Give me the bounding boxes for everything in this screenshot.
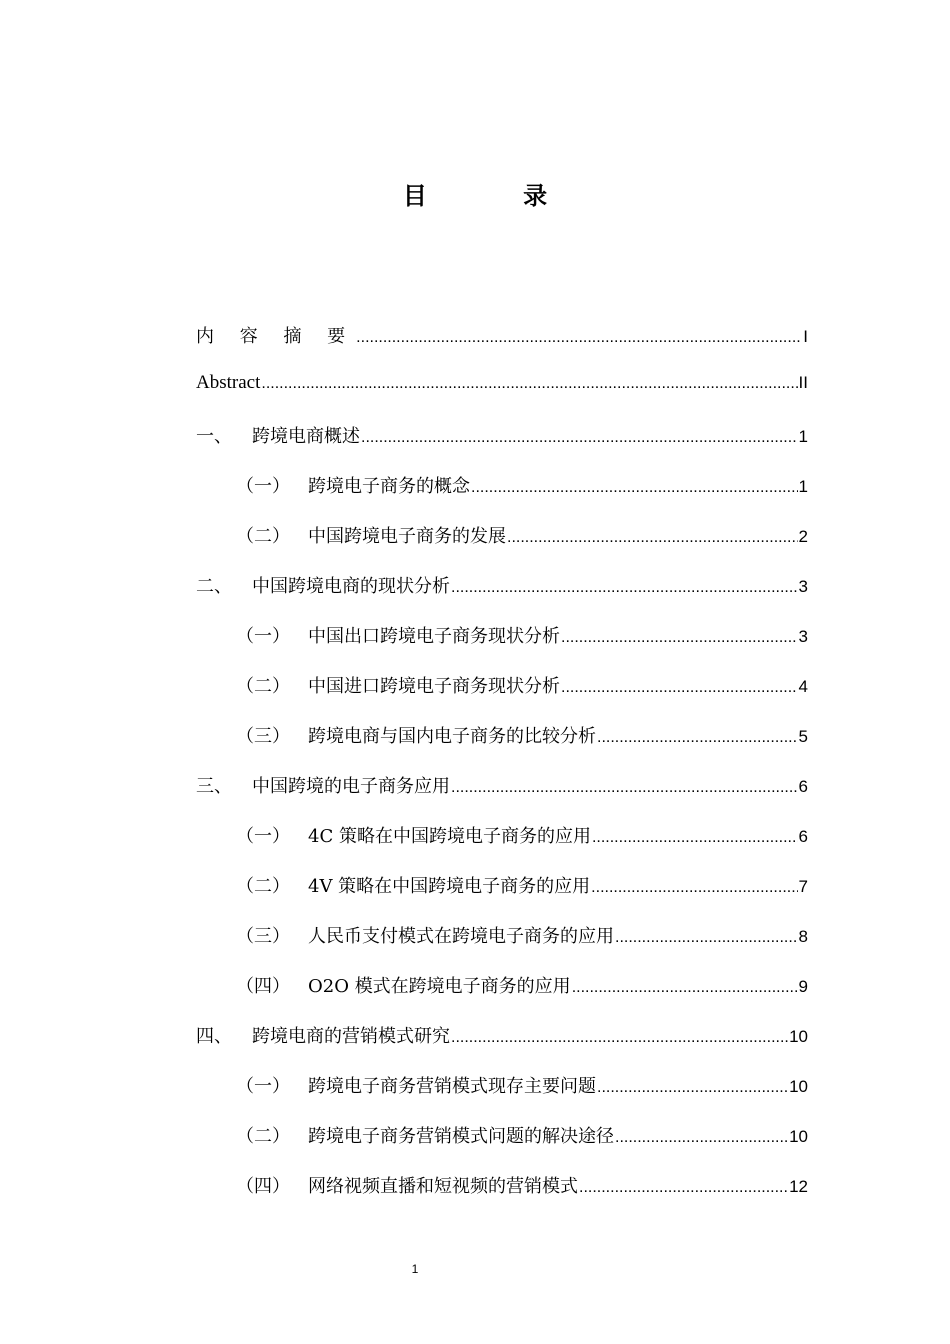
toc-entry-number: （一） [236, 626, 290, 647]
toc-entry-chapter-2[interactable] [196, 572, 808, 622]
toc-entry-section-2-2[interactable] [196, 672, 808, 722]
toc-entry-page: 10 [789, 1077, 808, 1096]
toc-entry-number: （二） [236, 526, 290, 547]
toc-entry-label: 跨境电子商务营销模式问题的解决途径 [308, 1126, 614, 1147]
toc-entry-number: （三） [236, 726, 290, 747]
toc-leader-dots [356, 329, 802, 347]
toc-leader-dots [572, 979, 798, 997]
toc-entry-label: 跨境电子商务营销模式现存主要问题 [308, 1076, 596, 1097]
toc-entry-section-2-1[interactable] [196, 622, 808, 672]
toc-entry-label: Abstract [196, 372, 261, 393]
toc-entry-page: 2 [798, 527, 808, 546]
toc-leader-dots [597, 729, 798, 747]
toc-entry-page: 1 [798, 477, 808, 496]
toc-entry-chapter-4[interactable] [196, 1022, 808, 1072]
toc-entry-page: 10 [789, 1027, 808, 1046]
toc-entry-page: 1 [798, 427, 808, 446]
toc-entry-number: 二、 [196, 576, 232, 597]
toc-entry-label: 人民币支付模式在跨境电子商务的应用 [308, 926, 614, 947]
toc-entry-page: 5 [798, 727, 808, 746]
toc-leader-dots [615, 1129, 788, 1147]
page-number: 1 [411, 1262, 419, 1276]
toc-entry-page: 4 [798, 677, 808, 696]
toc-entry-page: 8 [798, 927, 808, 946]
toc-entry-label: 4C 策略在中国跨境电子商务的应用 [308, 826, 591, 847]
toc-entry-label: 4V 策略在中国跨境电子商务的应用 [308, 876, 591, 897]
toc-title: 目 录 [402, 182, 592, 210]
toc-leader-dots [561, 629, 798, 647]
toc-entry-label: 跨境电商与国内电子商务的比较分析 [308, 726, 596, 747]
toc-entry-number: （四） [236, 976, 290, 997]
toc-entry-section-4-4[interactable] [196, 1172, 808, 1222]
toc-entry-label: 中国跨境电子商务的发展 [308, 526, 506, 547]
toc-entry-section-2-3[interactable] [196, 722, 808, 772]
toc-leader-dots [471, 479, 798, 497]
toc-entry-number: 一、 [196, 426, 232, 447]
toc-entry-label: 网络视频直播和短视频的营销模式 [308, 1176, 578, 1197]
toc-entry-section-3-2[interactable] [196, 872, 808, 922]
toc-entry-page: I [803, 327, 808, 346]
toc-leader-dots [451, 779, 798, 797]
toc-entry-number: （二） [236, 1126, 290, 1147]
toc-leader-dots [591, 879, 797, 897]
toc-leader-dots [561, 679, 798, 697]
toc-entry-section-3-3[interactable] [196, 922, 808, 972]
toc-entry-page: 7 [798, 877, 808, 896]
toc-entry-label: 中国跨境电商的现状分析 [252, 576, 450, 597]
toc-entry-section-4-2[interactable] [196, 1122, 808, 1172]
toc-entry-page: 9 [798, 977, 808, 996]
toc-entry-number: 四、 [196, 1026, 232, 1047]
toc-leader-dots [451, 1029, 788, 1047]
toc-entry-section-3-1[interactable] [196, 822, 808, 872]
toc-entry-page: 6 [798, 777, 808, 796]
toc-leader-dots [597, 1079, 788, 1097]
toc-entry-section-3-4[interactable] [196, 972, 808, 1022]
toc-entry-label: 中国出口跨境电子商务现状分析 [308, 626, 560, 647]
toc-leader-dots [361, 429, 798, 447]
table-of-contents [196, 322, 808, 1222]
toc-entry-section-1-2[interactable] [196, 522, 808, 572]
toc-entry-page: 6 [798, 827, 808, 846]
toc-leader-dots [592, 829, 798, 847]
toc-entry-label: 跨境电子商务的概念 [308, 476, 470, 497]
toc-entry-page: 10 [789, 1127, 808, 1146]
toc-entry-number: （一） [236, 826, 290, 847]
toc-entry-label: 中国进口跨境电子商务现状分析 [308, 676, 560, 697]
toc-entry-number: （一） [236, 476, 290, 497]
toc-leader-dots [261, 375, 797, 393]
toc-leader-dots [507, 529, 798, 547]
toc-entry-label: 中国跨境的电子商务应用 [252, 776, 450, 797]
toc-entry-label: 内 容 摘 要 [196, 326, 356, 347]
toc-leader-dots [451, 579, 798, 597]
toc-entry-chapter-1[interactable] [196, 422, 808, 472]
toc-entry-number: （一） [236, 1076, 290, 1097]
toc-entry-number: （三） [236, 926, 290, 947]
toc-leader-dots [615, 929, 798, 947]
toc-entry-page: II [798, 373, 808, 392]
toc-entry-number: （四） [236, 1176, 290, 1197]
toc-entry-page: 12 [789, 1177, 808, 1196]
toc-entry-number: （二） [236, 876, 290, 897]
toc-entry-page: 3 [798, 577, 808, 596]
toc-entry-page: 3 [798, 627, 808, 646]
toc-entry-label: 跨境电商概述 [252, 426, 360, 447]
toc-entry-label: O2O 模式在跨境电子商务的应用 [308, 976, 571, 997]
toc-entry-abstract-cn[interactable] [196, 322, 808, 372]
toc-entry-abstract-en[interactable] [196, 372, 808, 422]
toc-entry-section-1-1[interactable] [196, 472, 808, 522]
toc-entry-section-4-1[interactable] [196, 1072, 808, 1122]
toc-entry-number: 三、 [196, 776, 232, 797]
toc-entry-number: （二） [236, 676, 290, 697]
toc-entry-label: 跨境电商的营销模式研究 [252, 1026, 450, 1047]
toc-entry-chapter-3[interactable] [196, 772, 808, 822]
toc-leader-dots [579, 1179, 788, 1197]
